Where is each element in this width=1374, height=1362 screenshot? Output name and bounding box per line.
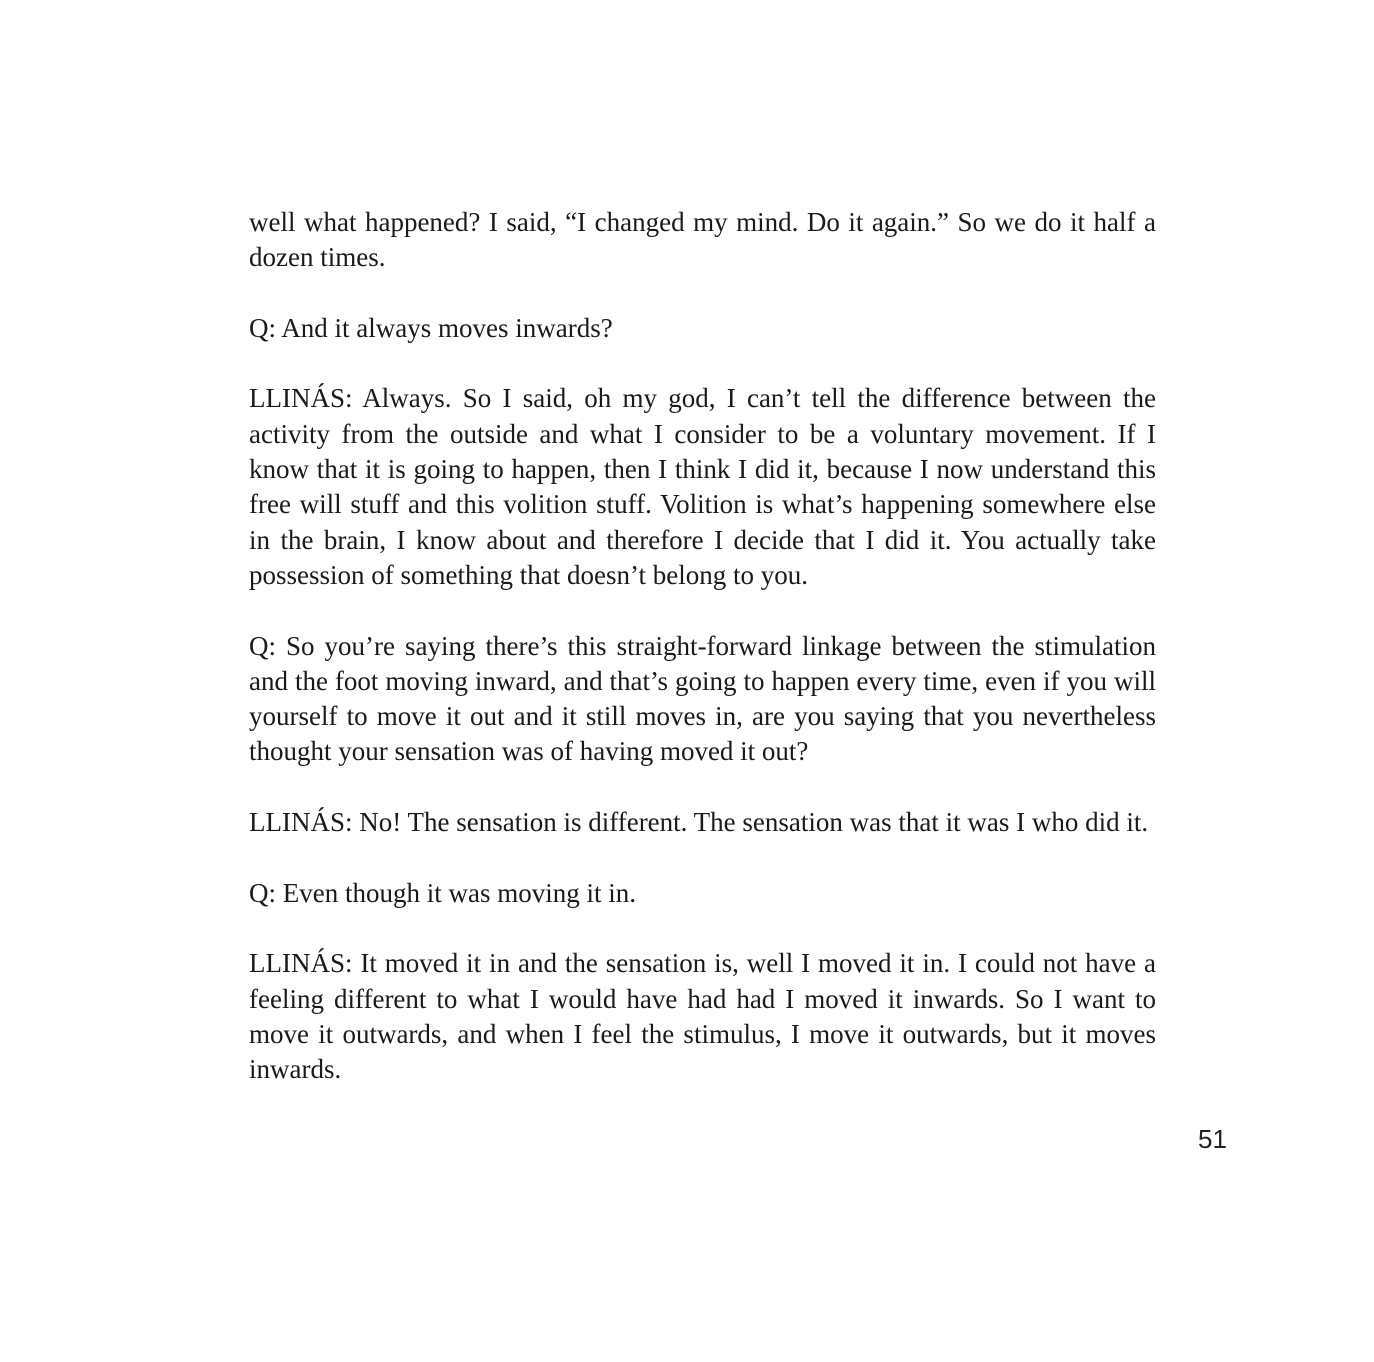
paragraph-answer: LLINÁS: No! The sensation is different. The sensation was that it was I who did it.: [249, 807, 1149, 838]
paragraph-narrative: well what happened? I said, “I changed my mind. Do it again.” So we do it half a dozen times.: [249, 207, 1156, 273]
paragraph-answer: LLINÁS: Always. So I said, oh my god, I can’t tell the difference between the activity from the outside and what I consider to be a voluntary movement. If I know that it is going to happen, then I think I did it, because I now understand this free will stuff and this volition stuff. Volition is what’s happening somewhere else in the brain, I know about and therefore I decide that I did it. You actually take possession of something that doesn’t belong to you.: [249, 383, 1156, 590]
paragraph-answer: LLINÁS: It moved it in and the sensation is, well I moved it in. I could not have a feeling different to what I would have had had I moved it inwards. So I want to move it outwards, and when I feel the stimulus, I move it outwards, but it moves inwards.: [249, 948, 1156, 1085]
paragraph-question: Q: And it always moves inwards?: [249, 312, 613, 343]
body-text: [249, 205, 1156, 1087]
page-number: 51: [1198, 1124, 1227, 1154]
paragraph-question: Q: So you’re saying there’s this straight-forward linkage between the stimulation and the foot moving inward, and that’s going to happen every time, even if you will yourself to move it out and it still moves in, are you saying that you nevertheless thought your sensation was of having moved it out?: [249, 630, 1156, 767]
paragraph-question: Q: Even though it was moving it in.: [249, 877, 636, 908]
